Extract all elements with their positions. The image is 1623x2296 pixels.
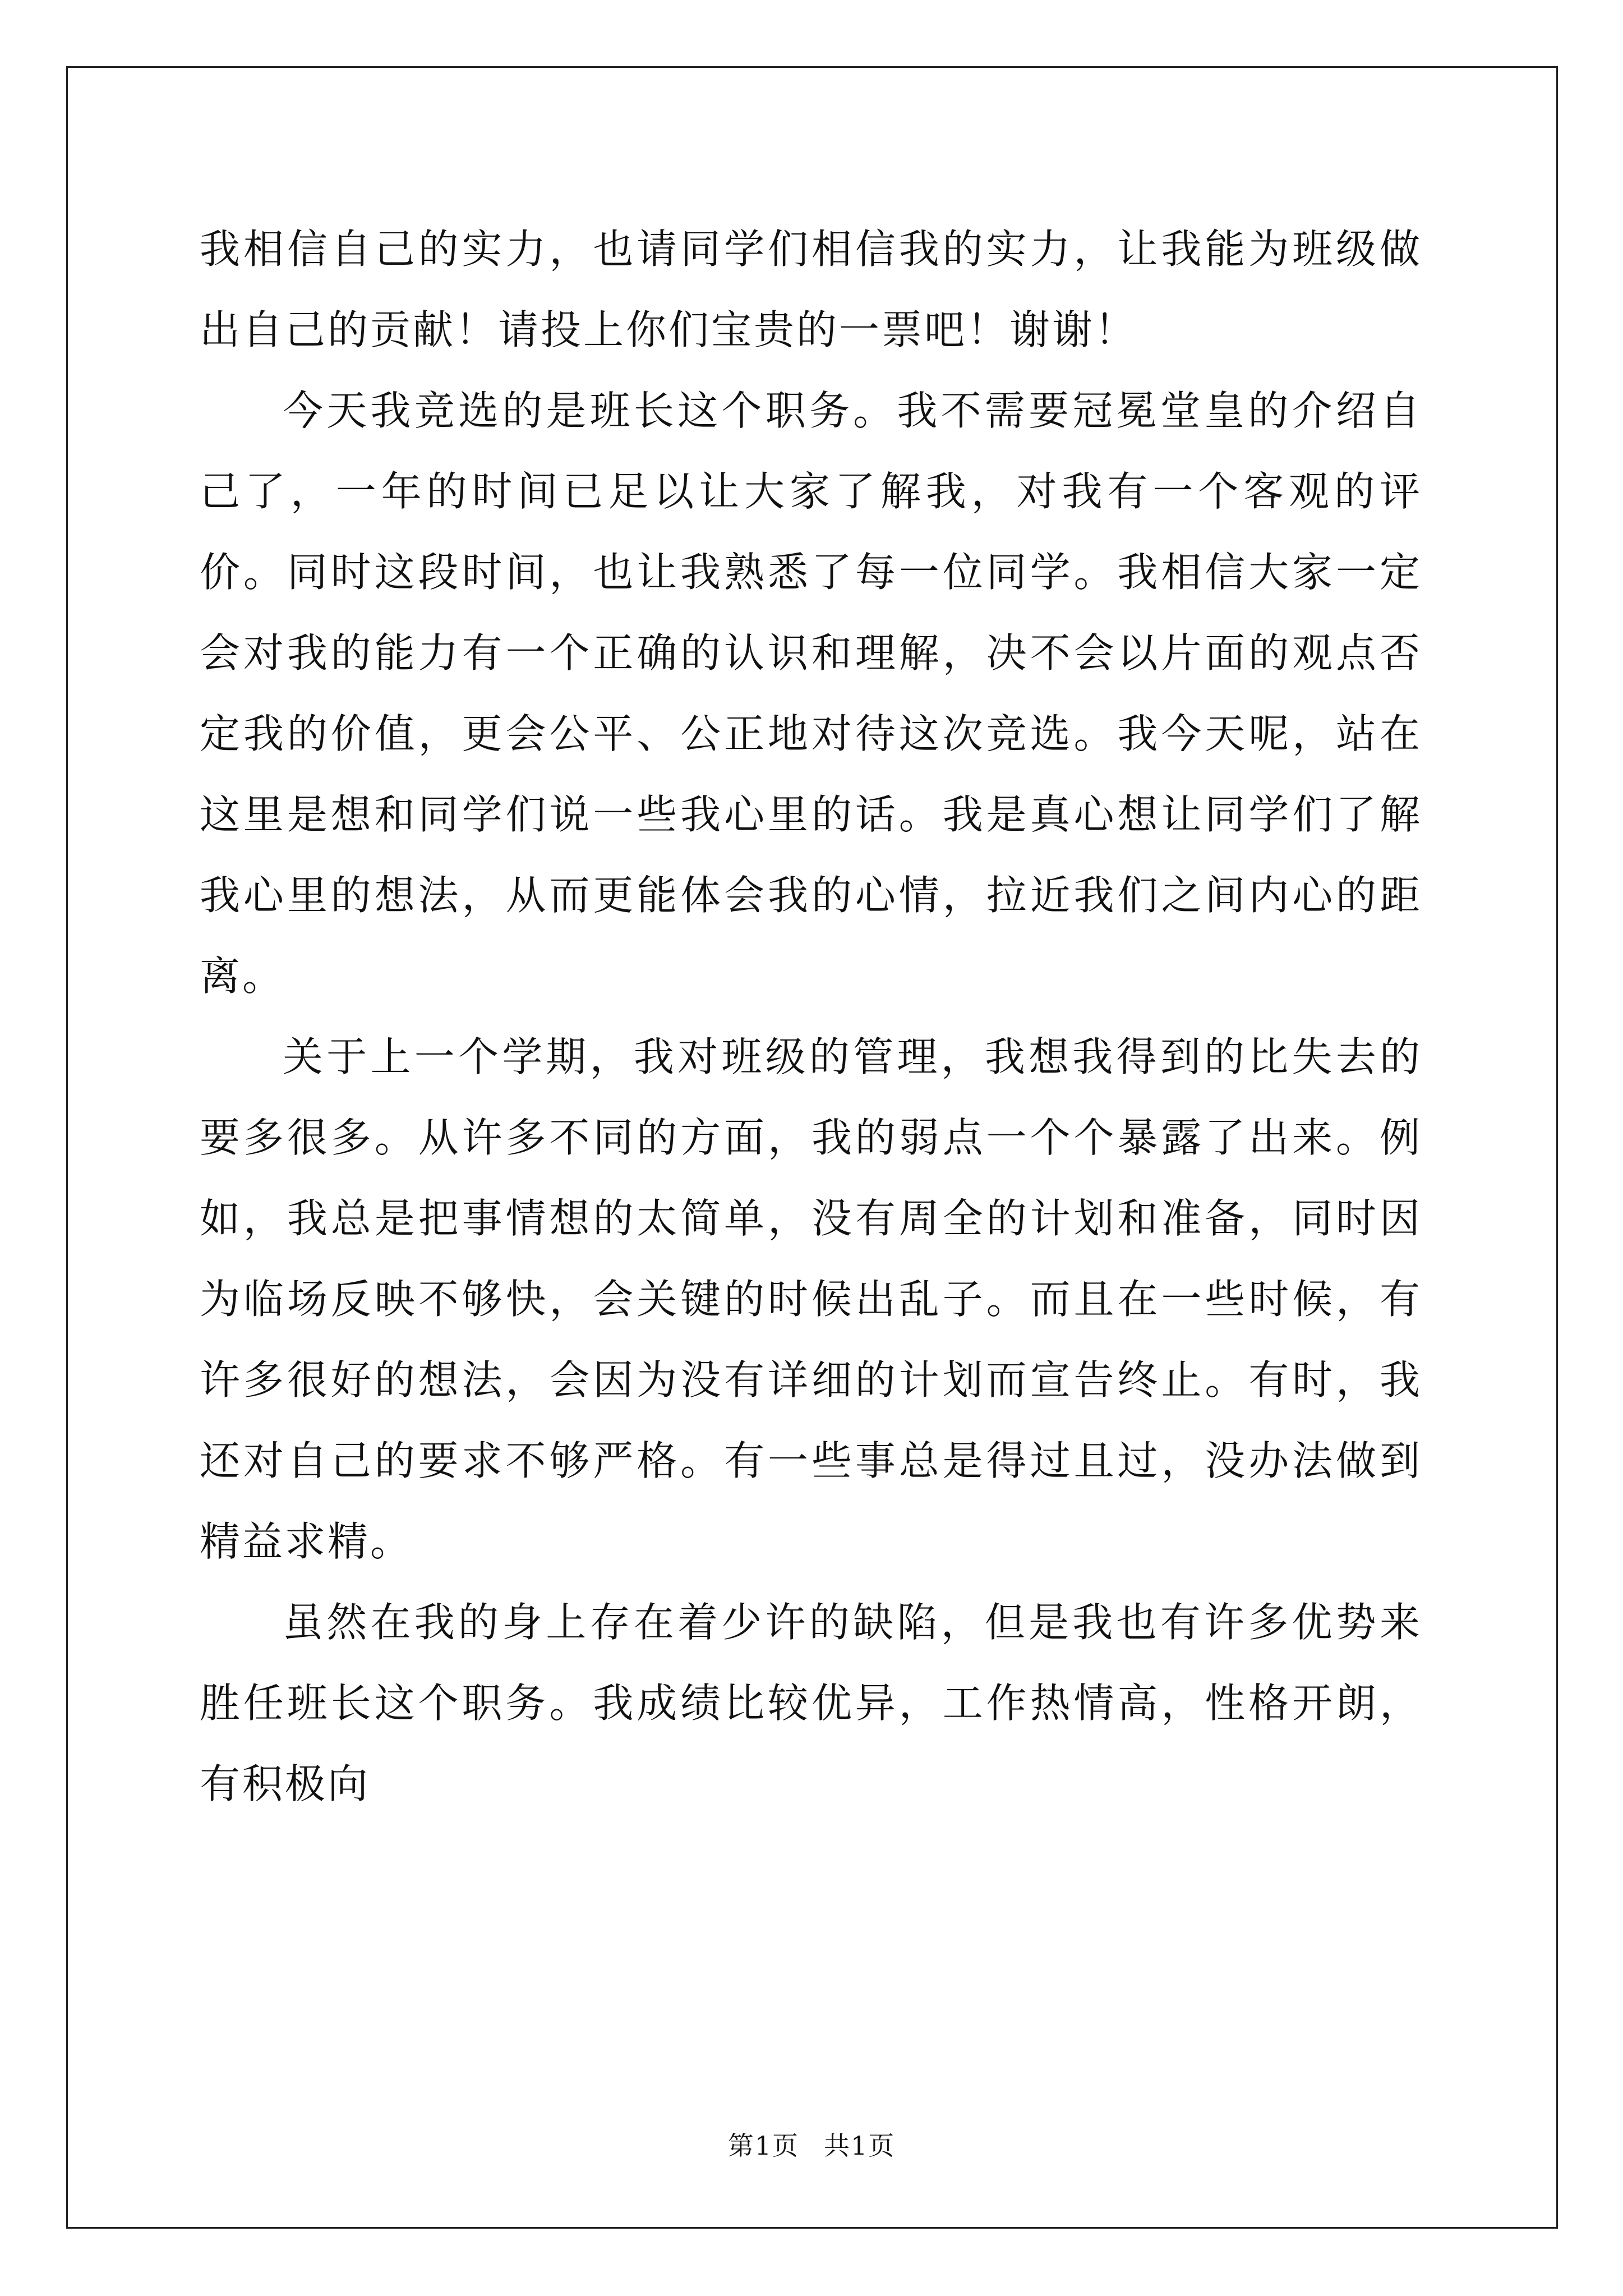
paragraph: 我相信自己的实力，也请同学们相信我的实力，让我能为班级做出自己的贡献！请投上你们宝贵的一票吧！谢谢！ (200, 226, 1422, 353)
page-footer (0, 2129, 1623, 2162)
paragraph: 今天我竞选的是班长这个职务。我不需要冠冕堂皇的介绍自己了，一年的时间已足以让大家了解我，对我有一个客观的评价。同时这段时间，也让我熟悉了每一位同学。我相信大家一定会对我的能力有一个正确的认识和理解，决不会以片面的观点否定我的价值，更会公平、公正地对待这次竞选。我今天呢，站在这里是想和同学们说一些我心里的话。我是真心想让同学们了解我心里的想法，从而更能体会我的心情，拉近我们之间内心的距离。 (200, 387, 1422, 1000)
page-total: 共1页 (824, 2131, 896, 2161)
paragraph: 关于上一个学期，我对班级的管理，我想我得到的比失去的要多很多。从许多不同的方面，我的弱点一个个暴露了出来。例如，我总是把事情想的太简单，没有周全的计划和准备，同时因为临场反映不够快，会关键的时候出乱子。而且在一些时候，有许多很好的想法，会因为没有详细的计划而宣告终止。有时，我还对自己的要求不够严格。有一些事总是得过且过，没办法做到精益求精。 (200, 1033, 1422, 1565)
document-body (200, 209, 1422, 1824)
paragraph: 虽然在我的身上存在着少许的缺陷，但是我也有许多优势来胜任班长这个职务。我成绩比较优异，工作热情高，性格开朗，有积极向 (200, 1599, 1422, 1807)
page-number: 第1页 (727, 2131, 799, 2161)
